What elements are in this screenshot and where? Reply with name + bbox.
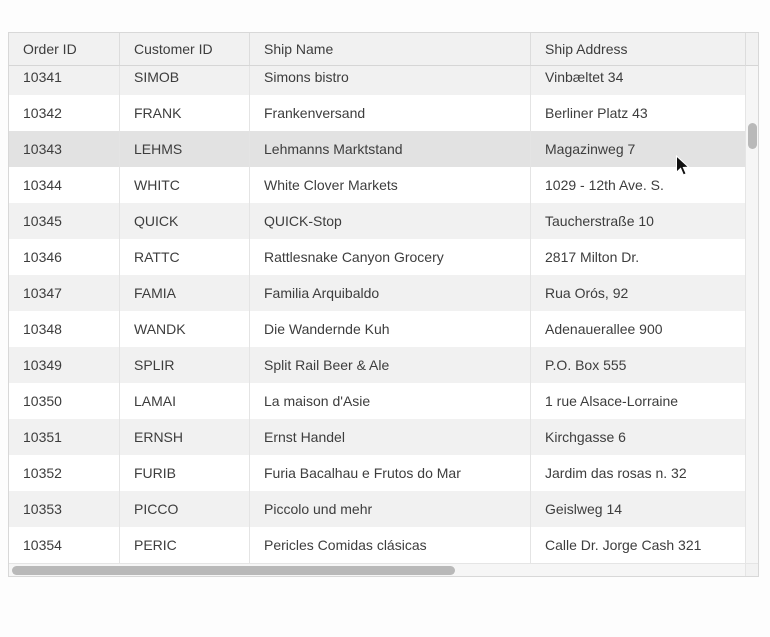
cell-order-id[interactable]: 10352 [9, 455, 120, 491]
cell-ship-address[interactable]: 1029 - 12th Ave. S. [545, 177, 664, 193]
grid-header-row [9, 33, 745, 66]
cell-customer-id[interactable]: FAMIA [120, 275, 250, 311]
cell-ship-name[interactable]: La maison d'Asie [250, 383, 531, 419]
cell-ship-address[interactable]: 1 rue Alsace-Lorraine [545, 393, 679, 409]
header-cell-ship-name[interactable]: Ship Name [250, 33, 531, 65]
cell-ship-name[interactable]: Simons bistro [250, 66, 531, 95]
horizontal-scrollbar-thumb[interactable] [12, 566, 455, 575]
cell-customer-id[interactable]: LAMAI [120, 383, 250, 419]
table-row[interactable] [9, 203, 745, 239]
scrollbar-header-corner [745, 33, 758, 66]
cell-order-id[interactable]: 10353 [9, 491, 120, 527]
cell-customer-id[interactable]: SIMOB [120, 66, 250, 95]
grid-main-area [9, 33, 745, 563]
table-row[interactable] [9, 95, 745, 131]
cell-ship-name[interactable]: Ernst Handel [250, 419, 531, 455]
table-row[interactable] [9, 275, 745, 311]
cell-ship-name[interactable]: Furia Bacalhau e Frutos do Mar [250, 455, 531, 491]
clipped-row-wrapper [9, 66, 745, 95]
cell-ship-name[interactable]: White Clover Markets [250, 167, 531, 203]
table-row[interactable] [9, 419, 745, 455]
table-row[interactable] [9, 66, 745, 95]
cell-ship-address[interactable]: Rua Orós, 92 [545, 285, 629, 301]
horizontal-scrollbar [9, 563, 758, 576]
cell-order-id[interactable]: 10348 [9, 311, 120, 347]
cell-ship-name[interactable]: Split Rail Beer & Ale [250, 347, 531, 383]
cell-ship-address[interactable]: 2817 Milton Dr. [545, 249, 640, 265]
cell-ship-address[interactable]: P.O. Box 555 [545, 357, 627, 373]
cell-ship-name[interactable]: QUICK-Stop [250, 203, 531, 239]
cell-customer-id[interactable]: LEHMS [120, 131, 250, 167]
horizontal-scrollbar-track[interactable] [9, 564, 745, 576]
vertical-scrollbar-track[interactable] [745, 66, 758, 563]
cell-order-id[interactable]: 10342 [9, 95, 120, 131]
cell-ship-name[interactable]: Pericles Comidas clásicas [250, 527, 531, 563]
cell-ship-address[interactable]: Taucherstraße 10 [545, 213, 654, 229]
cell-customer-id[interactable]: WHITC [120, 167, 250, 203]
orders-data-grid [8, 32, 759, 577]
table-row[interactable] [9, 239, 745, 275]
table-row[interactable] [9, 527, 745, 563]
cell-order-id[interactable]: 10347 [9, 275, 120, 311]
scrollbar-corner [745, 564, 758, 576]
table-row[interactable] [9, 491, 745, 527]
cell-order-id[interactable]: 10354 [9, 527, 120, 563]
cell-order-id[interactable]: 10345 [9, 203, 120, 239]
cell-order-id[interactable]: 10341 [9, 66, 120, 95]
vertical-scrollbar [745, 33, 758, 563]
cell-ship-name[interactable]: Die Wandernde Kuh [250, 311, 531, 347]
cell-ship-address[interactable]: Calle Dr. Jorge Cash 321 [545, 537, 702, 553]
cell-customer-id[interactable]: WANDK [120, 311, 250, 347]
table-row[interactable] [9, 167, 745, 203]
grid-top-area [9, 33, 758, 563]
cell-customer-id[interactable]: ERNSH [120, 419, 250, 455]
table-row[interactable] [9, 455, 745, 491]
cell-ship-address[interactable]: Berliner Platz 43 [545, 105, 648, 121]
cell-order-id[interactable]: 10349 [9, 347, 120, 383]
cell-ship-address[interactable]: Geislweg 14 [545, 501, 623, 517]
cell-ship-address[interactable]: Vinbæltet 34 [545, 69, 624, 85]
cell-customer-id[interactable]: FURIB [120, 455, 250, 491]
cell-order-id[interactable]: 10346 [9, 239, 120, 275]
table-row[interactable] [9, 131, 745, 167]
table-row[interactable] [9, 347, 745, 383]
cell-ship-address[interactable]: Kirchgasse 6 [545, 429, 626, 445]
cell-ship-address[interactable]: Magazinweg 7 [545, 141, 636, 157]
cell-ship-name[interactable]: Piccolo und mehr [250, 491, 531, 527]
header-cell-customer-id[interactable]: Customer ID [120, 33, 250, 65]
cell-ship-name[interactable]: Rattlesnake Canyon Grocery [250, 239, 531, 275]
vertical-scrollbar-thumb[interactable] [748, 123, 757, 149]
cell-customer-id[interactable]: FRANK [120, 95, 250, 131]
header-cell-ship-address[interactable]: Ship Address [545, 41, 628, 57]
cell-ship-address[interactable]: Jardim das rosas n. 32 [545, 465, 687, 481]
cell-customer-id[interactable]: RATTC [120, 239, 250, 275]
cell-customer-id[interactable]: PICCO [120, 491, 250, 527]
grid-body [9, 66, 745, 563]
cell-ship-name[interactable]: Frankenversand [250, 95, 531, 131]
cell-ship-name[interactable]: Lehmanns Marktstand [250, 131, 531, 167]
cell-ship-name[interactable]: Familia Arquibaldo [250, 275, 531, 311]
table-row[interactable] [9, 311, 745, 347]
cell-customer-id[interactable]: PERIC [120, 527, 250, 563]
cell-customer-id[interactable]: SPLIR [120, 347, 250, 383]
header-cell-order-id[interactable]: Order ID [9, 33, 120, 65]
cell-order-id[interactable]: 10350 [9, 383, 120, 419]
cell-ship-address[interactable]: Adenauerallee 900 [545, 321, 663, 337]
table-row[interactable] [9, 383, 745, 419]
cell-order-id[interactable]: 10344 [9, 167, 120, 203]
cell-order-id[interactable]: 10351 [9, 419, 120, 455]
cell-order-id[interactable]: 10343 [9, 131, 120, 167]
cell-customer-id[interactable]: QUICK [120, 203, 250, 239]
